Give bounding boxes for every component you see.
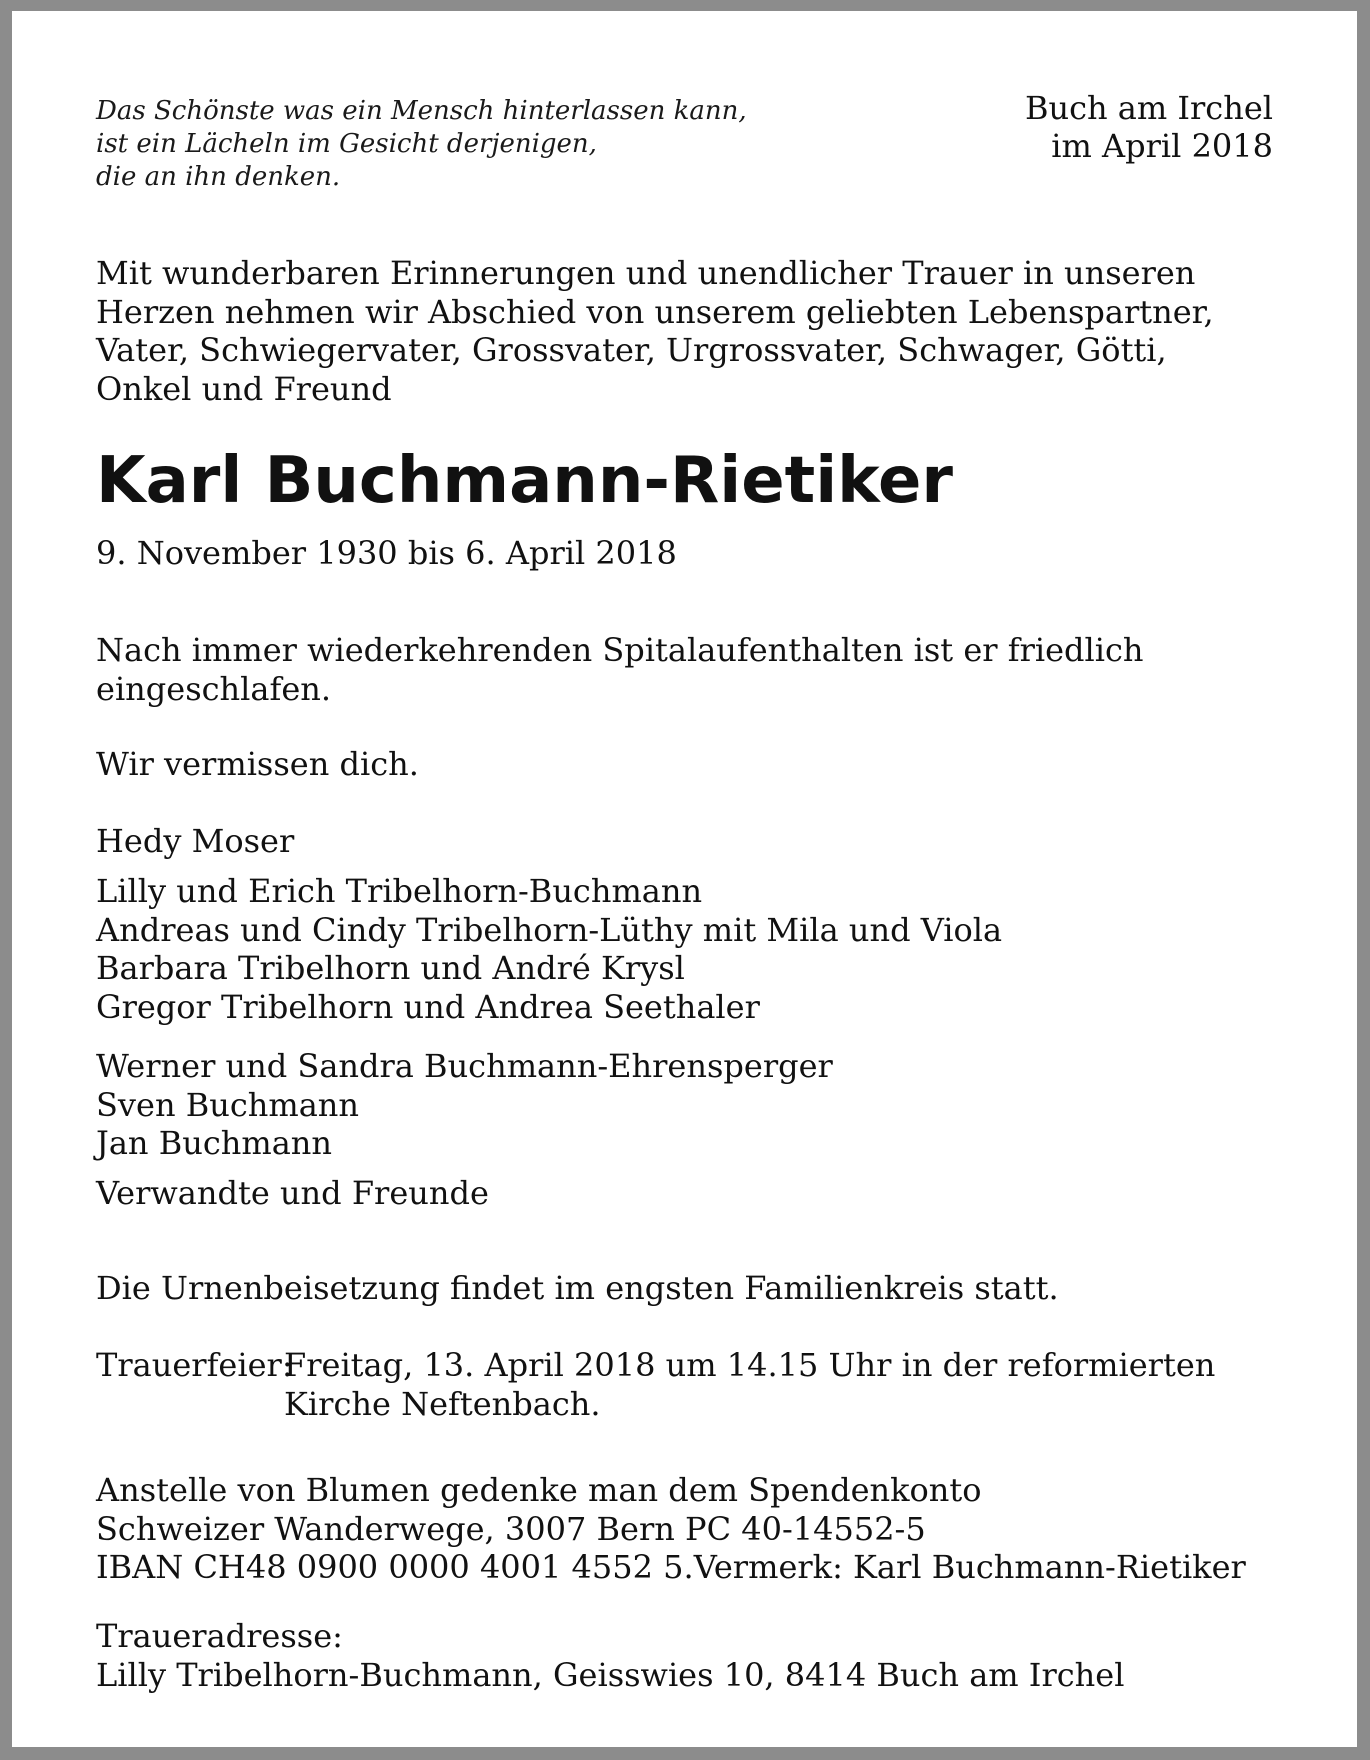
donation-line: IBAN CH48 0900 0000 4001 4552 5.Vermerk: Karl Buchmann-Rietiker [96,1548,1246,1586]
mourner-line: Barbara Tribelhorn und André Krysl [96,949,685,987]
donation-info [96,1471,1246,1587]
service-line: Kirche Neftenbach. [284,1384,601,1423]
obituary-page [12,11,1357,1747]
mourner-family-group-2 [96,1047,833,1163]
service-line: Freitag, 13. April 2018 um 14.15 Uhr in der reformierten [284,1346,1216,1384]
place: Buch am Irchel [1024,89,1273,127]
quote [96,95,747,194]
mourner-line: Werner und Sandra Buchmann-Ehrensperger [96,1047,833,1085]
quote-line: ist ein Lächeln im Gesicht derjenigen, [96,129,597,159]
place-and-date [1025,89,1273,165]
mourner-line: Jan Buchmann [96,1124,332,1162]
donation-line: Schweizer Wanderwege, 3007 Bern PC 40-14552-5 [96,1509,926,1548]
deceased-name: Karl Buchmann-Rietiker [96,444,953,518]
quote-line: die an ihn denken. [96,162,341,192]
service-label: Trauerfeier: [96,1346,293,1384]
life-dates: 9. November 1930 bis 6. April 2018 [96,534,677,572]
mourner-line: Lilly und Erich Tribelhorn-Buchmann [96,872,703,910]
passing-message [96,631,1144,708]
address-label: Traueradresse: [96,1617,343,1655]
mourner-partner: Hedy Moser [96,822,295,860]
intro-line: Mit wunderbaren Erinnerungen und unendlicher Trauer in unseren [96,254,1196,292]
mourner-family-group-1 [96,872,1002,1026]
service-details [284,1346,1215,1423]
mourner-others: Verwandte und Freunde [96,1174,489,1212]
closing-message: Wir vermissen dich. [96,745,419,783]
burial-notice: Die Urnenbeisetzung findet im engsten Familienkreis statt. [96,1269,1059,1307]
intro-text [96,254,1214,408]
intro-line: Vater, Schwiegervater, Grossvater, Urgrossvater, Schwager, Götti, [96,331,1167,369]
intro-line: Onkel und Freund [96,369,392,408]
message-line: Nach immer wiederkehrenden Spitalaufenthalten ist er friedlich [96,631,1144,669]
address-value: Lilly Tribelhorn-Buchmann, Geisswies 10, 8414 Buch am Irchel [96,1655,1125,1694]
mourner-line: Gregor Tribelhorn und Andrea Seethaler [96,987,760,1026]
mourning-address [96,1617,1124,1694]
intro-line: Herzen nehmen wir Abschied von unserem geliebten Lebenspartner, [96,292,1214,331]
date: im April 2018 [1051,127,1273,165]
quote-line: Das Schönste was ein Mensch hinterlassen kann, [96,96,747,126]
mourner-line: Sven Buchmann [96,1085,360,1124]
mourner-line: Andreas und Cindy Tribelhorn-Lüthy mit Mila und Viola [96,910,1003,949]
message-line: eingeschlafen. [96,669,332,708]
donation-line: Anstelle von Blumen gedenke man dem Spendenkonto [96,1471,982,1509]
